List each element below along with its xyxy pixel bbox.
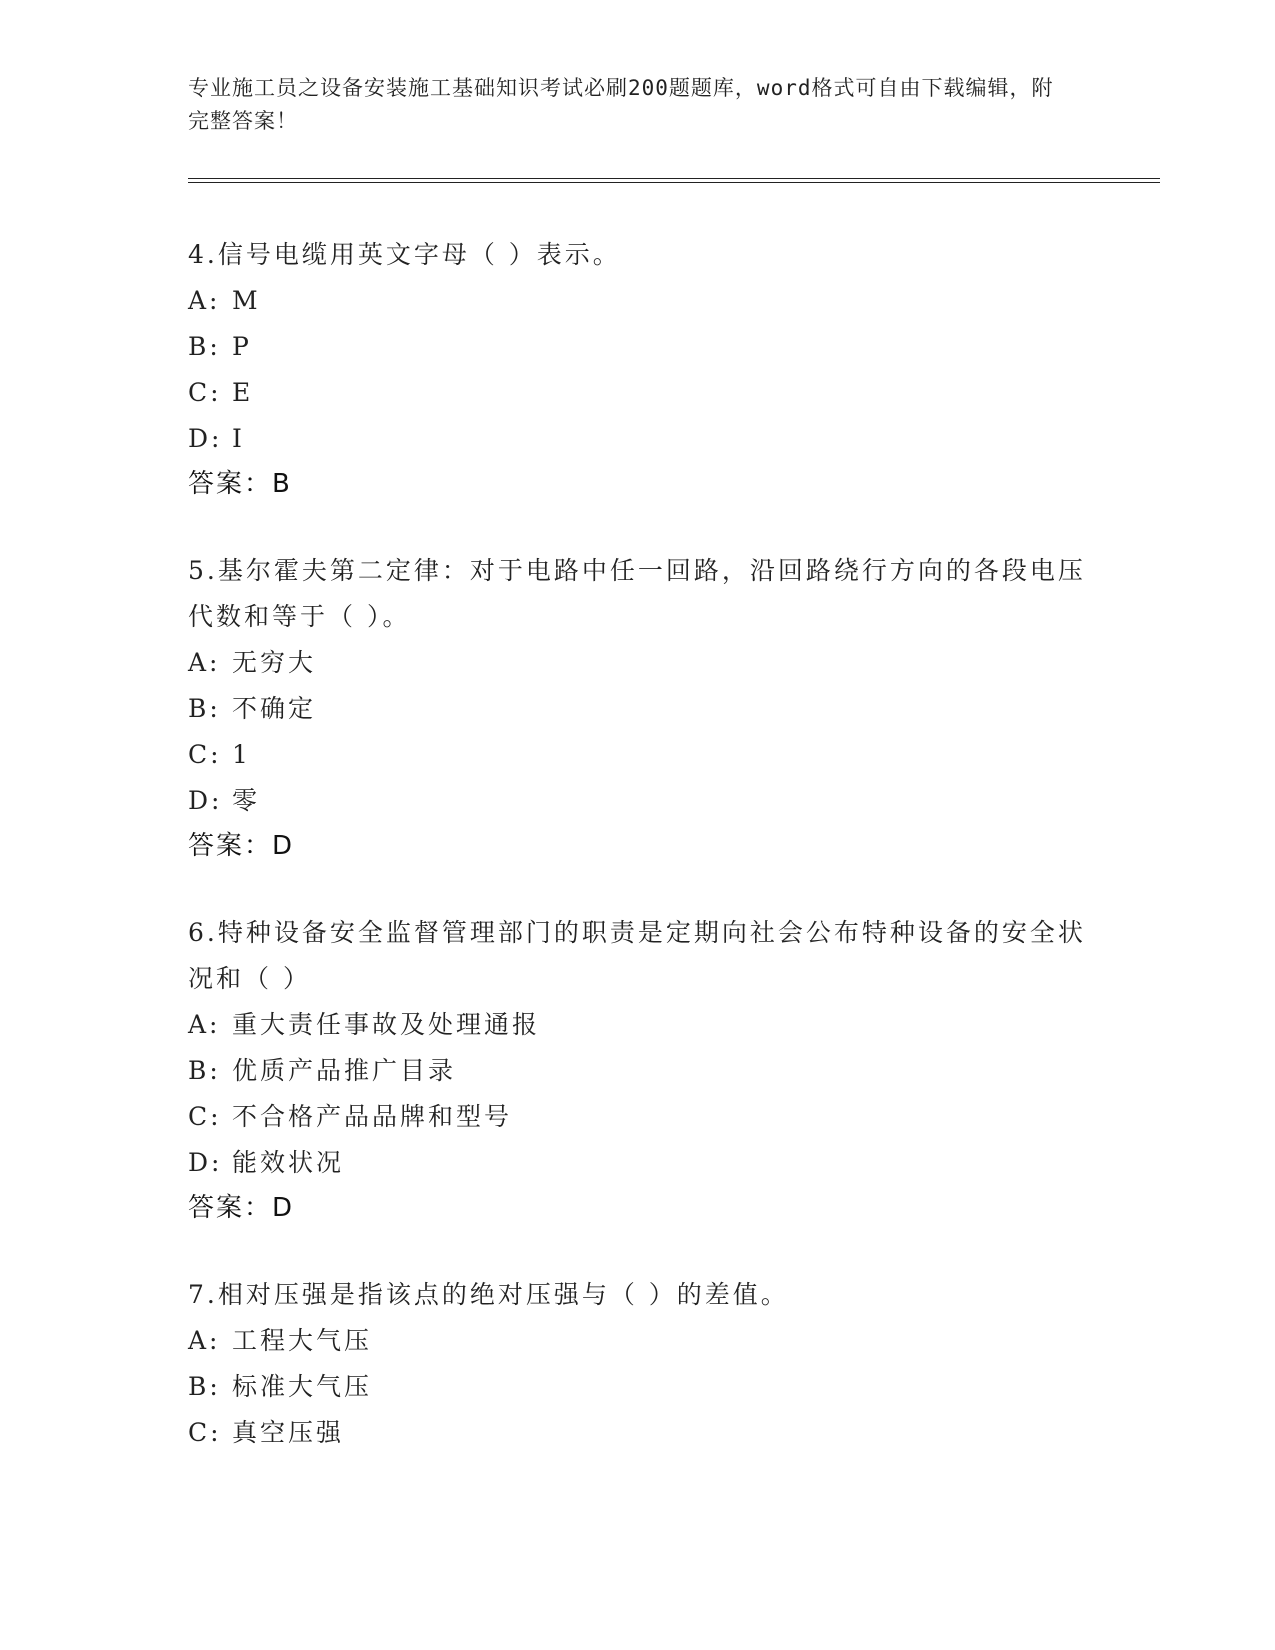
- option-d: [188, 416, 1088, 462]
- option-c: [188, 732, 1088, 778]
- option-letter: C:: [188, 378, 222, 407]
- option-text: 无穷大: [232, 648, 317, 677]
- answer-line: 答案：D: [188, 1193, 295, 1223]
- document-header: 专业施工员之设备安装施工基础知识考试必刷200题题库，word格式可自由下载编辑，附完整答案！: [188, 76, 1054, 133]
- option-a: [188, 278, 1088, 324]
- option-b: [188, 1364, 1088, 1410]
- option-letter: C:: [188, 1102, 222, 1131]
- option-letter: B:: [188, 694, 221, 723]
- option-letter: C:: [188, 1418, 222, 1447]
- option-text: 优质产品推广目录: [232, 1056, 457, 1085]
- option-a: [188, 1318, 1088, 1364]
- question-stem: 7.相对压强是指该点的绝对压强与（ ）的差值。: [188, 1280, 789, 1309]
- option-text: 零: [232, 786, 261, 815]
- option-letter: B:: [188, 1056, 221, 1085]
- option-text: 真空压强: [232, 1418, 345, 1447]
- question-5: [188, 548, 1088, 868]
- option-letter: B:: [188, 1372, 221, 1401]
- header-divider: [188, 178, 1160, 183]
- option-letter: D:: [188, 1148, 223, 1177]
- option-text: 1: [232, 740, 251, 769]
- question-stem: 6.特种设备安全监督管理部门的职责是定期向社会公布特种设备的安全状况和（ ）: [188, 918, 1086, 993]
- question-list: [188, 232, 1088, 1498]
- option-b: [188, 686, 1088, 732]
- option-d: [188, 778, 1088, 824]
- option-b: [188, 1048, 1088, 1094]
- option-letter: D:: [188, 786, 223, 815]
- question-stem: 4.信号电缆用英文字母（ ）表示。: [188, 240, 621, 269]
- option-text: 标准大气压: [232, 1372, 373, 1401]
- option-text: I: [232, 424, 245, 453]
- option-letter: A:: [188, 286, 221, 315]
- answer-line: 答案：B: [188, 469, 292, 499]
- option-letter: C:: [188, 740, 222, 769]
- question-7: [188, 1272, 1088, 1456]
- option-text: P: [232, 332, 252, 361]
- option-text: 不合格产品品牌和型号: [232, 1102, 513, 1131]
- question-4: [188, 232, 1088, 506]
- option-letter: D:: [188, 424, 223, 453]
- option-text: M: [232, 286, 261, 315]
- option-text: 能效状况: [232, 1148, 345, 1177]
- option-text: 工程大气压: [232, 1326, 373, 1355]
- option-text: E: [232, 378, 254, 407]
- answer-line: 答案：D: [188, 831, 295, 861]
- option-d: [188, 1140, 1088, 1186]
- option-c: [188, 1410, 1088, 1456]
- option-text: 不确定: [232, 694, 317, 723]
- option-letter: A:: [188, 1010, 221, 1039]
- option-a: [188, 640, 1088, 686]
- option-b: [188, 324, 1088, 370]
- question-6: [188, 910, 1088, 1230]
- option-a: [188, 1002, 1088, 1048]
- option-letter: A:: [188, 648, 221, 677]
- option-text: 重大责任事故及处理通报: [232, 1010, 541, 1039]
- option-letter: B:: [188, 332, 221, 361]
- option-letter: A:: [188, 1326, 221, 1355]
- question-stem: 5.基尔霍夫第二定律：对于电路中任一回路，沿回路绕行方向的各段电压代数和等于（ ）。: [188, 556, 1086, 631]
- option-c: [188, 1094, 1088, 1140]
- option-c: [188, 370, 1088, 416]
